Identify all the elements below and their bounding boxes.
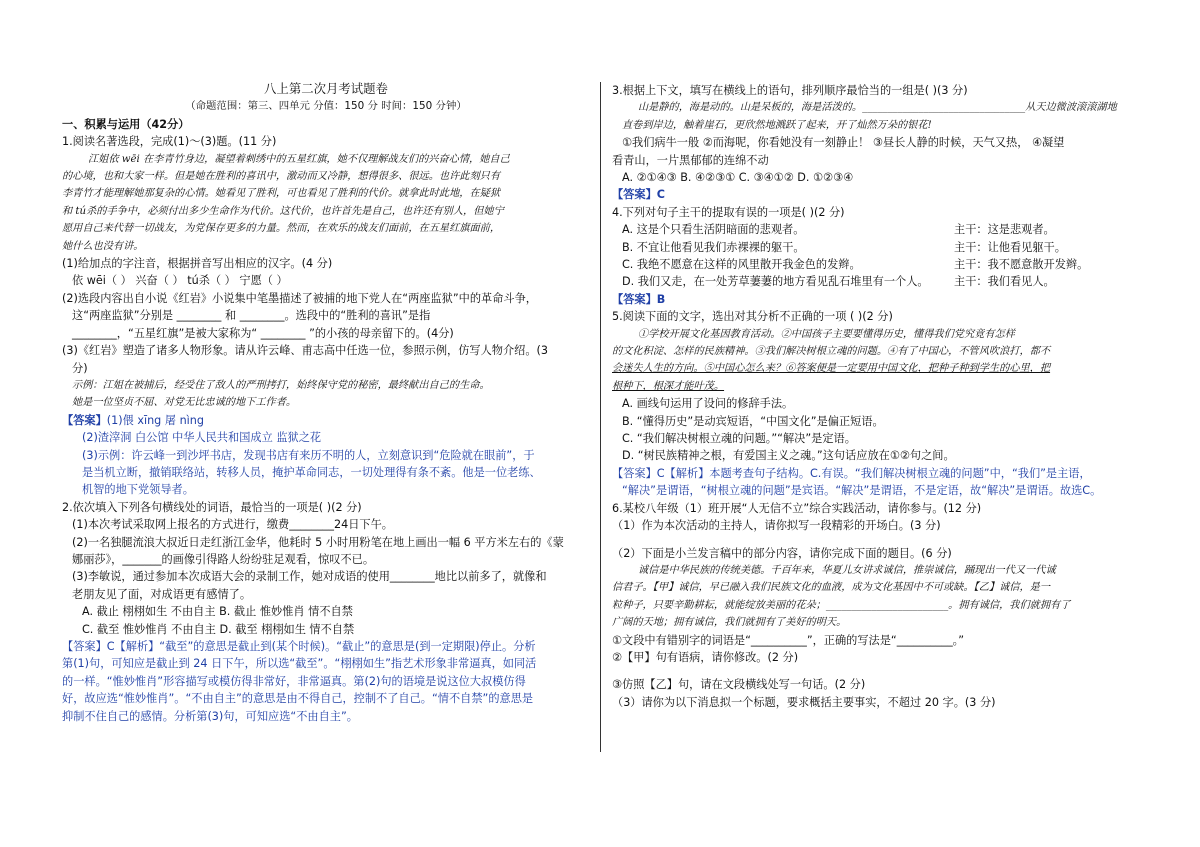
q5-stem: 5.阅读下面的文字，选出对其分析不正确的一项 ( )(2 分) — [612, 310, 893, 324]
q2-options: C. 截至 惟妙惟肖 不由自主 D. 截至 栩栩如生 情不自禁 — [82, 622, 355, 636]
answer-text: (1)偎 xīng 屠 nìng — [106, 413, 204, 427]
column-divider — [600, 82, 601, 752]
answer-text: 的一样。“惟妙惟肖”形容描写或模仿得非常好，非常逼真。第(2)句的语境是说这位大叔模仿得 — [62, 674, 526, 688]
q4-sentence: D. 我们又走，在一处芳草萋萋的地方看见乱石堆里有一个人。 — [622, 275, 929, 289]
right-column — [612, 82, 1144, 711]
q5-option: D. “树民族精神之根，有爱国主义之魂。”这句话应放在①②句之间。 — [622, 449, 955, 463]
q4-answer: 【答案】B — [612, 292, 666, 306]
q3-stem: 3.根据上下文，填写在横线上的语句，排列顺序最恰当的一组是( )(3 分) — [612, 84, 968, 97]
q5-passage-underlined: 根种下，根深才能叶茂。 — [612, 380, 725, 392]
q6-passage: 诚信是中华民族的传统美德。千百年来，华夏儿女讲求诚信，推崇诚信，踊现出一代又一代诚 — [638, 564, 1056, 576]
q6-passage: 粒种子，只要辛勤耕耘，就能绽放美丽的花朵；________________________。拥有诚信，我们就拥有了 — [612, 599, 1071, 611]
answer-text: “解决”是谓语，“树根立魂的问题”是宾语。“解决”是谓语，不是定语，故“解决”是谓语。故选C。 — [622, 484, 1102, 498]
q6-sub2: （2）下面是小兰发言稿中的部分内容，请你完成下面的题目。(6 分) — [612, 546, 952, 560]
q4-sentence: B. 不宜让他看见我们赤裸裸的躯干。 — [622, 240, 805, 254]
q1-answer — [62, 412, 590, 499]
q6-passage: 广阔的天地；拥有诚信，我们就拥有了美好的明天。 — [612, 617, 847, 629]
question-1 — [62, 133, 590, 499]
q6-passage: 信君子。【甲】诚信，早已融入我们民族文化的血液，成为文化基因中不可或缺。【乙】诚信，是一 — [612, 582, 1051, 594]
q1-passage — [62, 151, 590, 255]
q5-answer — [612, 465, 1144, 500]
answer-text: 第(1)句，可知应是截止到 24 日下午，所以选“截至”。“栩栩如生”指艺术形象非常逼真，如同活 — [62, 657, 537, 671]
q4-sentence: C. 我绝不愿意在这样的风里散开我金色的发辫。 — [622, 258, 861, 272]
q2-sentence: (1)本次考试采取网上报名的方式进行，缴费________24日下午。 — [72, 518, 393, 532]
passage-line: 的心境，也和大家一样。但是她在胜利的喜讯中，激动而又冷静，想得很多、很远。也许此刻只有 — [62, 171, 501, 183]
q4-main: 主干：让他看见躯干。 — [954, 240, 1066, 254]
q4-main: 主干：我不愿意散开发辫。 — [954, 258, 1089, 272]
page-title: 八上第二次月考试题卷 — [264, 81, 388, 96]
q2-sentence: 娜丽莎》，_______的画像引得路人纷纷驻足观看，惊叹不已。 — [72, 552, 375, 566]
q3-passage: 直卷到岸边，触着崖石，更欣然地溅跃了起来，开了灿然万朵的银花! — [622, 119, 932, 131]
question-3 — [612, 82, 1144, 204]
q4-sentence: A. 这是个只看生活阴暗面的悲观者。 — [622, 223, 805, 237]
passage-line: 和 tú杀的手争中，必须付出多少生命作为代价。这代价，也许首先是自己，也许还有别人，但她宁 — [62, 205, 504, 217]
q5-passage: ①学校开展文化基因教育活动。②中国孩子主要要懂得历史，懂得我们党究竟有怎样 — [638, 328, 1015, 340]
q5-option: C. “我们解决树根立魂的问题。”“解决”是定语。 — [622, 432, 856, 446]
answer-text: 抑制不住自己的感情。分析第(3)句，可知应选“不由自主”。 — [62, 709, 358, 723]
answer-text: 【答案】C【解析】本题考查句子结构。C.有误。“我们解决树根立魂的问题”中，“我们”是主语， — [612, 466, 1091, 480]
q4-main: 主干：这是悲观者。 — [954, 223, 1055, 237]
q6-task: ②【甲】句有语病，请你修改。(2 分) — [612, 650, 799, 664]
q3-options: A. ②①④③ B. ④②③① C. ③④①② D. ①②③④ — [622, 171, 854, 185]
q1-stem: 1.阅读名著选段，完成(1)～(3)题。(11 分) — [62, 135, 277, 149]
q4-stem: 4.下列对句子主干的提取有误的一项是( )(2 分) — [612, 205, 845, 219]
q4-row — [612, 273, 1144, 290]
q4-row — [612, 221, 1144, 238]
q5-option: A. 画线句运用了设问的修辞手法。 — [622, 397, 794, 411]
question-2 — [62, 499, 590, 725]
q6-task: ①文段中有错别字的词语是“__________”，正确的写法是“__________。” — [612, 633, 965, 647]
answer-space — [612, 535, 1144, 545]
q2-answer — [62, 638, 590, 725]
answer-text: (2)渣滓洞 白公馆 中华人民共和国成立 监狱之花 — [82, 431, 322, 445]
passage-line: 愿用自己来代替一切战友，为党保存更多的力量。然而，在欢乐的战友们面前，在五星红旗面前， — [62, 223, 501, 235]
q4-row — [612, 256, 1144, 273]
section-heading: 一、积累与运用（42分） — [62, 117, 190, 131]
exam-scope: （命题范围：第三、四单元 分值：150 分 时间：150 分钟） — [185, 100, 467, 113]
q2-options: A. 截止 栩栩如生 不由自主 B. 截止 惟妙惟肖 情不自禁 — [82, 605, 353, 619]
q6-sub1: （1）作为本次活动的主持人，请你拟写一段精彩的开场白。(3 分) — [612, 519, 941, 533]
q1-sub2: ________，“五星红旗”是被大家称为“ ________ ”的小孩的母亲留下的。(4分) — [72, 326, 454, 340]
q6-sub3: （3）请你为以下消息拟一个标题，要求概括主要事实，不超过 20 字。(3 分) — [612, 695, 996, 709]
q1-sub3: 分) — [72, 361, 88, 375]
answer-text: 好，故应选“惟妙惟肖”。“不由自主”的意思是由不得自己，控制不了自己。“情不自禁”的意思是 — [62, 692, 534, 706]
q1-sub2: 这“两座监狱”分别是 ________ 和 ________。选段中的“胜利的喜讯”是指 — [72, 309, 431, 323]
q1-sub3: (3)《红岩》塑造了诸多人物形象。请从许云峰、甫志高中任选一位，参照示例，仿写人物介绍。(3 — [62, 344, 549, 358]
q5-option: B. “懂得历史”是动宾短语，“中国文化”是偏正短语。 — [622, 414, 884, 428]
question-5 — [612, 308, 1144, 499]
answer-space — [612, 666, 1144, 676]
q4-main: 主干：我们看见人。 — [954, 275, 1055, 289]
q5-passage-underlined: 会迷失人生的方向。⑤中国心怎么来？⑥答案便是一定要用中国文化，把种子种到学生的心里，把 — [612, 363, 1051, 375]
answer-tag: 【答案】 — [62, 413, 107, 427]
q5-passage: 的文化积淀、怎样的民族精神。③我们解决树根立魂的问题。④有了中国心，不管风吹浪打，都不 — [612, 346, 1051, 358]
q6-task: ③仿照【乙】句，请在文段横线处写一句话。(2 分) — [612, 678, 866, 692]
q2-sentence: 老朋友见了面，对成语更有感情了。 — [72, 587, 252, 601]
q2-sentence: (3)李敏说，通过参加本次成语大会的录制工作，她对成语的使用________地比以前多了，就像和 — [72, 570, 547, 584]
left-column — [62, 82, 590, 725]
q3-items: 看青山，一片黑郁郁的连绵不动 — [612, 153, 769, 167]
q6-stem: 6.某校八年级（1）班开展“人无信不立”综合实践活动，请你参与。(12 分) — [612, 501, 982, 515]
question-6 — [612, 500, 1144, 711]
q3-answer: 【答案】C — [612, 188, 665, 202]
q2-sentence: (2)一名独腿流浪大叔近日走红浙江金华，他耗时 5 小时用粉笔在地上画出一幅 6 平方米左右的《蒙 — [72, 535, 564, 549]
answer-text: 【答案】C【解析】“截至”的意思是截止到(某个时候)。“截止”的意思是(到一定期限)停止。分析 — [62, 640, 536, 653]
answer-text: 机智的地下党领导者。 — [82, 483, 194, 497]
q3-passage: 山是静的，海是动的。山是呆板的，海是活泼的。________________________________从天边微波滚滚湖地 — [638, 102, 1117, 114]
q4-row — [612, 239, 1144, 256]
passage-line: 她什么也没有讲。 — [62, 240, 144, 252]
q2-stem: 2.依次填入下列各句横线处的词语，最恰当的一项是( )(2 分) — [62, 500, 362, 514]
q1-sub1-items: 依 wēi（ ） 兴奋（ ） tú杀（ ） 宁愿（ ） — [72, 274, 288, 288]
q3-items: ①我们病牛一般 ②而海呢，你看她没有一刻静止！ ③昼长人静的时候，天气又热， ④凝望 — [622, 136, 1065, 150]
q1-sub2: (2)选段内容出自小说《红岩》小说集中笔墨描述了被捕的地下党人在“两座监狱”中的革命斗争， — [62, 291, 537, 305]
question-4 — [612, 204, 1144, 308]
passage-line: 江姐依 wēi 在李青竹身边，凝望着刺绣中的五星红旗，她不仅理解战友们的兴奋心情，她自己 — [88, 153, 510, 165]
answer-text: (3)示例：许云峰一到沙坪书店，发现书店有来历不明的人，立刻意识到“危险就在眼前”，于 — [82, 448, 535, 462]
q1-example: 她是一位坚贞不屈、对党无比忠诚的地下工作者。 — [72, 397, 297, 409]
q1-sub1: (1)给加点的字注音，根据拼音写出相应的汉字。(4 分) — [62, 257, 333, 271]
q1-example: 示例：江姐在被捕后，经受住了敌人的严刑拷打，始终保守党的秘密，最终献出自己的生命。 — [72, 379, 490, 391]
passage-line: 李青竹才能理解她那复杂的心情。她看见了胜利，可也看见了胜利的代价。就拿此时此地，在疑狱 — [62, 188, 501, 200]
answer-text: 是当机立断，撤销联络站，转移人员，掩护革命同志，一切处理得有条不紊。他是一位老练、 — [82, 465, 541, 479]
